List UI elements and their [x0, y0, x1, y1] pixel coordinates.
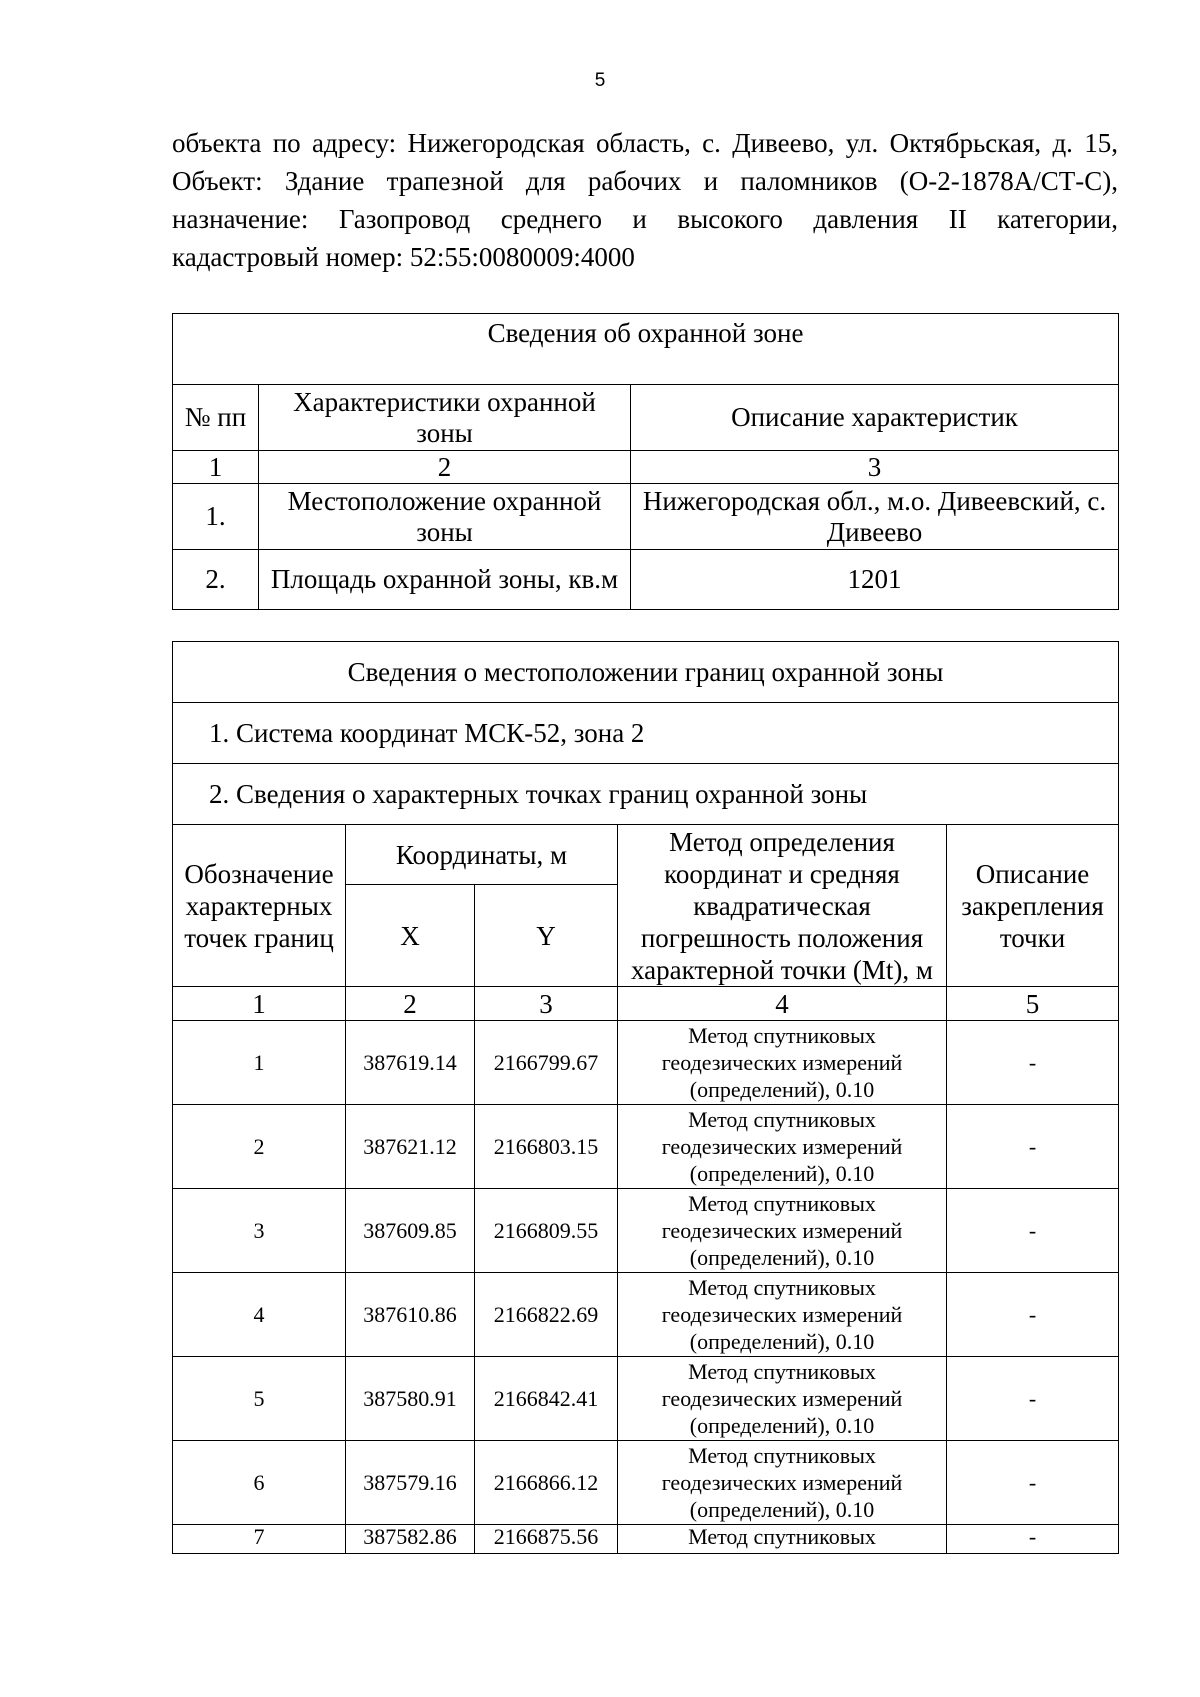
point-method — [618, 1189, 947, 1273]
method-line: (определений), 0.10 — [689, 1413, 875, 1438]
point-y: 2166866.12 — [475, 1441, 618, 1525]
column-header: Метод определения координат и средняя квадратическая погрешность положения характерной точки (Mt), м — [618, 825, 947, 987]
column-number: 1 — [173, 987, 346, 1021]
column-header: X — [346, 885, 475, 987]
column-header: Координаты, м — [346, 825, 618, 885]
point-id: 5 — [173, 1357, 346, 1441]
intro-line: Объект: Здание трапезной для рабочих и паломников (О-2-1878А/СТ-С), — [172, 166, 1118, 196]
row-number: 2. — [173, 550, 259, 610]
point-method — [618, 1273, 947, 1357]
point-fixing: - — [947, 1273, 1119, 1357]
point-fixing: - — [947, 1357, 1119, 1441]
column-number: 4 — [618, 987, 947, 1021]
table-row — [173, 1525, 1119, 1554]
point-fixing: - — [947, 1105, 1119, 1189]
protection-zone-table — [172, 313, 1119, 610]
intro-line: объекта по адресу: Нижегородская область, с. Дивеево, ул. Октябрьская, д. 15, — [172, 128, 1118, 158]
method-line: (определений), 0.10 — [689, 1497, 875, 1522]
point-x: 387579.16 — [346, 1441, 475, 1525]
row-value: 1201 — [631, 550, 1119, 610]
point-id: 1 — [173, 1021, 346, 1105]
column-header: Y — [475, 885, 618, 987]
column-header: Обозначение характерных точек границ — [173, 825, 346, 987]
table-row — [173, 550, 1119, 610]
method-line: (определений), 0.10 — [689, 1161, 875, 1186]
point-y: 2166822.69 — [475, 1273, 618, 1357]
point-method — [618, 1441, 947, 1525]
point-x: 387619.14 — [346, 1021, 475, 1105]
method-line: геодезических измерений — [661, 1302, 903, 1327]
intro-paragraph — [172, 124, 1118, 276]
method-line: (определений), 0.10 — [689, 1245, 875, 1270]
column-number: 3 — [475, 987, 618, 1021]
table-row — [173, 1105, 1119, 1189]
point-method — [618, 1357, 947, 1441]
table-row — [173, 1189, 1119, 1273]
method-line: Метод спутниковых — [688, 1359, 876, 1384]
point-fixing: - — [947, 1021, 1119, 1105]
points-section-title: 2. Сведения о характерных точках границ охранной зоны — [173, 764, 1119, 825]
point-method — [618, 1525, 947, 1554]
coordinate-system: 1. Система координат МСК-52, зона 2 — [173, 703, 1119, 764]
point-y: 2166842.41 — [475, 1357, 618, 1441]
column-number: 2 — [346, 987, 475, 1021]
point-fixing: - — [947, 1441, 1119, 1525]
point-id: 3 — [173, 1189, 346, 1273]
method-line: геодезических измерений — [661, 1134, 903, 1159]
point-y: 2166875.56 — [475, 1525, 618, 1554]
method-line: геодезических измерений — [661, 1050, 903, 1075]
point-y: 2166799.67 — [475, 1021, 618, 1105]
point-x: 387610.86 — [346, 1273, 475, 1357]
table-row — [173, 1273, 1119, 1357]
point-method — [618, 1105, 947, 1189]
table-row — [173, 484, 1119, 550]
column-header: № пп — [173, 385, 259, 451]
table-row — [173, 1021, 1119, 1105]
point-x: 387582.86 — [346, 1525, 475, 1554]
point-y: 2166809.55 — [475, 1189, 618, 1273]
table-title: Сведения о местоположении границ охранной зоны — [173, 642, 1119, 703]
point-fixing: - — [947, 1189, 1119, 1273]
method-line: Метод спутниковых — [688, 1443, 876, 1468]
method-line: Метод спутниковых — [688, 1524, 876, 1549]
method-line: Метод спутниковых — [688, 1023, 876, 1048]
point-y: 2166803.15 — [475, 1105, 618, 1189]
point-x: 387621.12 — [346, 1105, 475, 1189]
row-number: 1. — [173, 484, 259, 550]
column-number: 5 — [947, 987, 1119, 1021]
column-number: 2 — [259, 451, 631, 484]
page-number: 5 — [594, 70, 606, 91]
method-line: геодезических измерений — [661, 1470, 903, 1495]
point-id: 2 — [173, 1105, 346, 1189]
row-name: Местоположение охранной зоны — [259, 484, 631, 550]
point-method — [618, 1021, 947, 1105]
point-fixing: - — [947, 1525, 1119, 1554]
point-id: 7 — [173, 1525, 346, 1554]
point-x: 387580.91 — [346, 1357, 475, 1441]
column-header: Описание закрепления точки — [947, 825, 1119, 987]
table-row — [173, 1441, 1119, 1525]
row-name: Площадь охранной зоны, кв.м — [259, 550, 631, 610]
point-id: 6 — [173, 1441, 346, 1525]
method-line: (определений), 0.10 — [689, 1329, 875, 1354]
method-line: (определений), 0.10 — [689, 1077, 875, 1102]
point-x: 387609.85 — [346, 1189, 475, 1273]
table-title: Сведения об охранной зоне — [173, 314, 1119, 385]
method-line: Метод спутниковых — [688, 1191, 876, 1216]
row-value: Нижегородская обл., м.о. Дивеевский, с. Дивеево — [631, 484, 1119, 550]
boundary-points-table — [172, 641, 1119, 1554]
method-line: Метод спутниковых — [688, 1275, 876, 1300]
column-header: Характеристики охранной зоны — [259, 385, 631, 451]
method-line: геодезических измерений — [661, 1218, 903, 1243]
intro-line: назначение: Газопровод среднего и высокого давления II категории, — [172, 204, 1118, 234]
table-row — [173, 1357, 1119, 1441]
method-line: геодезических измерений — [661, 1386, 903, 1411]
point-id: 4 — [173, 1273, 346, 1357]
intro-line: кадастровый номер: 52:55:0080009:4000 — [172, 242, 635, 272]
method-line: Метод спутниковых — [688, 1107, 876, 1132]
column-number: 3 — [631, 451, 1119, 484]
column-number: 1 — [173, 451, 259, 484]
column-header: Описание характеристик — [631, 385, 1119, 451]
